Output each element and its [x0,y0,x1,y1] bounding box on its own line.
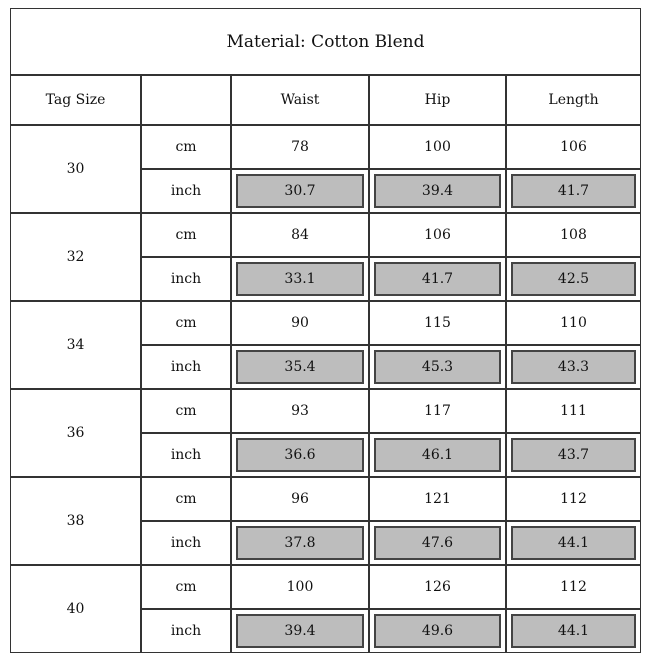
cm-value-text: 96 [291,491,309,507]
tag-size-38-text: 38 [66,513,85,529]
unit-cm-text: cm [175,227,197,243]
inch-value [506,257,641,301]
unit-cm-text: cm [175,491,197,507]
tag-size-38 [10,477,141,565]
inch-value-text: 41.7 [557,183,590,199]
tag-size-32-text: 32 [66,249,85,265]
unit-inch [141,257,231,301]
inch-value [231,345,369,389]
inch-value-text: 37.8 [284,535,316,551]
table-title-text: Material: Cotton Blend [226,31,425,52]
inch-value [506,521,641,565]
cm-value-text: 115 [424,315,451,331]
cm-value-text: 90 [291,315,309,331]
inch-value-text: 33.1 [284,271,316,287]
inch-value-text: 39.4 [284,623,316,639]
tag-size-30-text: 30 [66,161,85,177]
inch-value-text: 41.7 [421,271,454,287]
header-waist [231,75,369,125]
tag-size-40-text: 40 [66,601,85,617]
inch-value [506,345,641,389]
unit-cm [141,565,231,609]
cm-value-text: 121 [424,491,451,507]
header-tag-size-text: Tag Size [45,92,106,108]
cm-value [231,389,369,433]
inch-value [506,433,641,477]
unit-inch [141,609,231,653]
unit-inch [141,169,231,213]
header-hip-text: Hip [424,92,451,108]
cm-value [231,213,369,257]
unit-cm [141,389,231,433]
inch-value-text: 39.4 [421,183,454,199]
inch-value [369,433,506,477]
cm-value-text: 93 [291,403,309,419]
inch-value-text: 35.4 [284,359,316,375]
cm-value [231,565,369,609]
cm-value-text: 110 [560,315,587,331]
inch-value [231,257,369,301]
tag-size-34 [10,301,141,389]
cm-value [506,477,641,521]
inch-value [369,257,506,301]
cm-value [369,125,506,169]
cm-value-text: 106 [424,227,451,243]
cm-value-text: 117 [424,403,451,419]
cm-value [231,477,369,521]
header-length-text: Length [548,92,599,108]
cm-value [506,301,641,345]
cm-value-text: 106 [560,139,587,155]
inch-value [506,609,641,653]
tag-size-32 [10,213,141,301]
inch-value [506,169,641,213]
unit-inch-text: inch [170,183,202,199]
cm-value [369,213,506,257]
cm-value-text: 112 [560,491,587,507]
inch-value [369,609,506,653]
inch-value-text: 43.3 [557,359,590,375]
tag-size-40 [10,565,141,653]
unit-inch-text: inch [170,535,202,551]
cm-value-text: 112 [560,579,587,595]
inch-value [369,521,506,565]
cm-value-text: 126 [424,579,451,595]
unit-inch-text: inch [170,447,202,463]
inch-value-text: 47.6 [421,535,454,551]
inch-value [369,169,506,213]
header-unit [141,75,231,125]
unit-inch [141,345,231,389]
tag-size-30 [10,125,141,213]
cm-value-text: 100 [424,139,451,155]
cm-value [506,565,641,609]
unit-cm-text: cm [175,139,197,155]
cm-value [369,565,506,609]
inch-value-text: 42.5 [557,271,590,287]
inch-value-text: 45.3 [421,359,454,375]
inch-value-text: 30.7 [284,183,316,199]
inch-value-text: 43.7 [557,447,590,463]
unit-inch-text: inch [170,359,202,375]
size-chart [10,8,641,660]
unit-cm [141,477,231,521]
unit-cm [141,213,231,257]
unit-cm-text: cm [175,579,197,595]
inch-value-text: 44.1 [557,535,590,551]
cm-value [506,213,641,257]
cm-value [506,389,641,433]
cm-value-text: 108 [560,227,587,243]
inch-value-text: 44.1 [557,623,590,639]
header-tag-size [10,75,141,125]
inch-value [231,609,369,653]
unit-inch [141,521,231,565]
cm-value [506,125,641,169]
cm-value [369,389,506,433]
cm-value-text: 84 [291,227,309,243]
cm-value [231,125,369,169]
unit-inch-text: inch [170,623,202,639]
inch-value-text: 36.6 [284,447,316,463]
cm-value [231,301,369,345]
inch-value-text: 46.1 [421,447,454,463]
unit-cm-text: cm [175,403,197,419]
table-title [10,8,641,75]
unit-cm-text: cm [175,315,197,331]
tag-size-36-text: 36 [66,425,85,441]
tag-size-34-text: 34 [66,337,85,353]
cm-value-text: 111 [560,403,587,419]
inch-value [231,521,369,565]
inch-value [369,345,506,389]
tag-size-36 [10,389,141,477]
unit-inch-text: inch [170,271,202,287]
header-length [506,75,641,125]
cm-value-text: 100 [286,579,314,595]
header-waist-text: Waist [280,92,320,108]
unit-inch [141,433,231,477]
cm-value [369,301,506,345]
unit-cm [141,125,231,169]
inch-value [231,169,369,213]
header-hip [369,75,506,125]
unit-cm [141,301,231,345]
cm-value [369,477,506,521]
inch-value [231,433,369,477]
cm-value-text: 78 [291,139,309,155]
inch-value-text: 49.6 [421,623,454,639]
